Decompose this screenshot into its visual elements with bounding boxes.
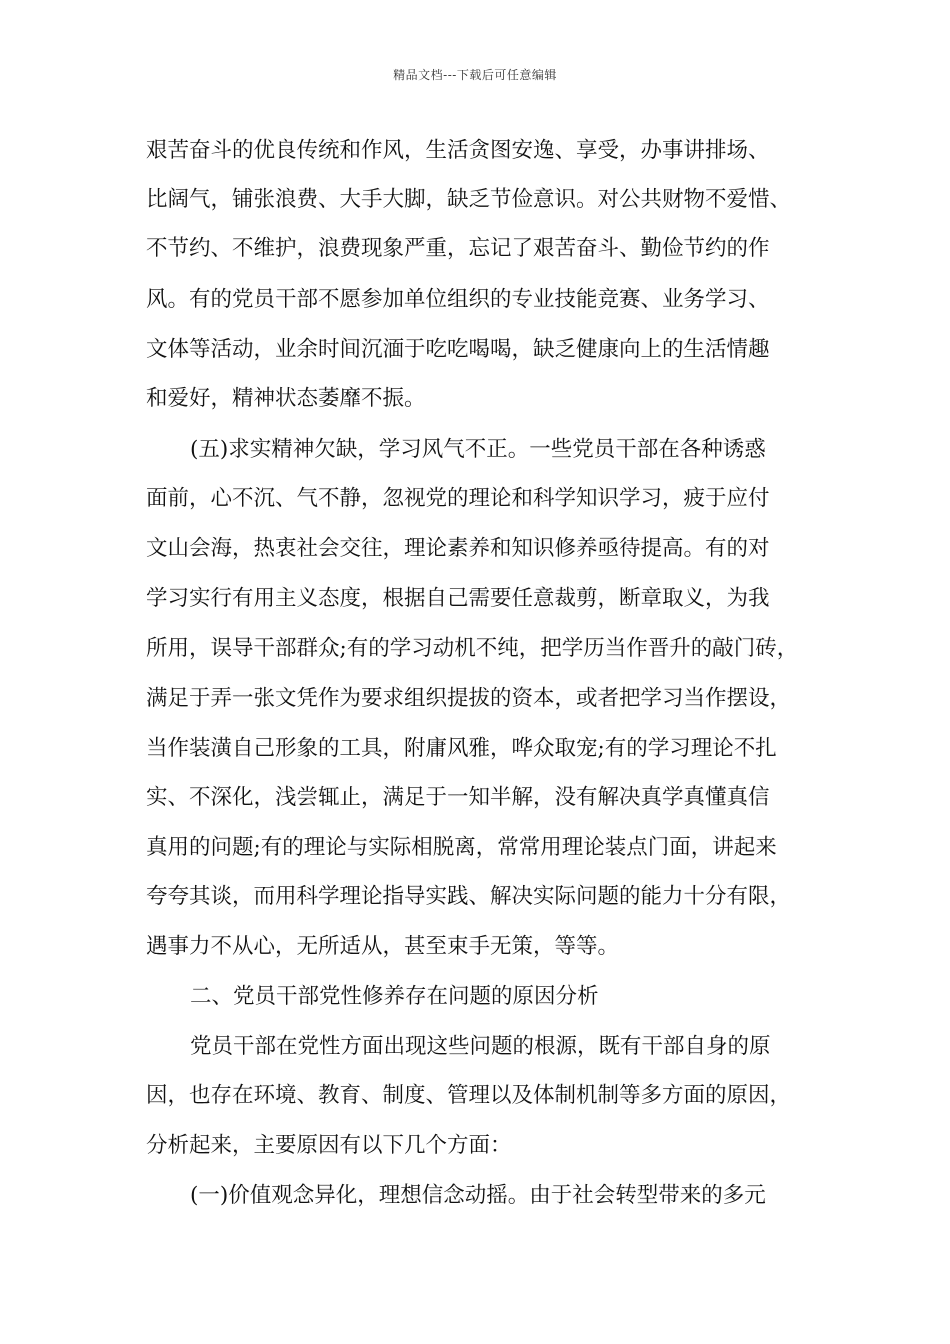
text-line: 实、不深化，浅尝辄止，满足于一知半解，没有解决真学真懂真信 [146, 785, 770, 810]
text-line: 风。有的党员干部不愿参加单位组织的专业技能竞赛、业务学习、 [146, 287, 770, 312]
text-line: 真用的问题;有的理论与实际相脱离，常常用理论装点门面，讲起来 [146, 835, 777, 860]
text-line: 面前，心不沉、气不静，忽视党的理论和科学知识学习，疲于应付 [146, 486, 770, 511]
section-heading: 二、党员干部党性修养存在问题的原因分析 [190, 984, 599, 1009]
paragraph-heading-five: (五)求实精神欠缺，学习风气不正。一些党员干部在各种诱惑 [190, 437, 766, 462]
text-line: 学习实行有用主义态度，根据自己需要任意裁剪，断章取义，为我 [146, 586, 770, 611]
text-line: 党员干部在党性方面出现这些问题的根源，既有干部自身的原 [190, 1034, 771, 1059]
text-line: 遇事力不从心，无所适从，甚至束手无策，等等。 [146, 934, 620, 959]
paragraph-heading-one: (一)价值观念异化，理想信念动摇。由于社会转型带来的多元 [190, 1183, 766, 1208]
text-line: 当作装潢自己形象的工具，附庸风雅，哗众取宠;有的学习理论不扎 [146, 736, 777, 761]
text-line: 分析起来，主要原因有以下几个方面： [146, 1133, 512, 1158]
text-line: 文体等活动，业余时间沉湎于吃吃喝喝，缺乏健康向上的生活情趣 [146, 337, 770, 362]
text-line: 夸夸其谈，而用科学理论指导实践、解决实际问题的能力十分有限， [146, 884, 792, 909]
page-header: 精品文档---下载后可任意编辑 [393, 68, 557, 82]
text-line: 所用，误导干部群众;有的学习动机不纯，把学历当作晋升的敲门砖， [146, 636, 799, 661]
text-line: 因，也存在环境、教育、制度、管理以及体制机制等多方面的原因， [146, 1083, 792, 1108]
text-line: 满足于弄一张文凭作为要求组织提拔的资本，或者把学习当作摆设， [146, 686, 792, 711]
text-line: 和爱好，精神状态萎靡不振。 [146, 386, 426, 411]
text-line: 艰苦奋斗的优良传统和作风，生活贪图安逸、享受，办事讲排场、 [146, 138, 770, 163]
text-line: 文山会海，热衷社会交往，理论素养和知识修养亟待提高。有的对 [146, 536, 770, 561]
text-line: 比阔气，铺张浪费、大手大脚，缺乏节俭意识。对公共财物不爱惜、 [146, 187, 792, 212]
text-line: 不节约、不维护，浪费现象严重，忘记了艰苦奋斗、勤俭节约的作 [146, 236, 770, 261]
